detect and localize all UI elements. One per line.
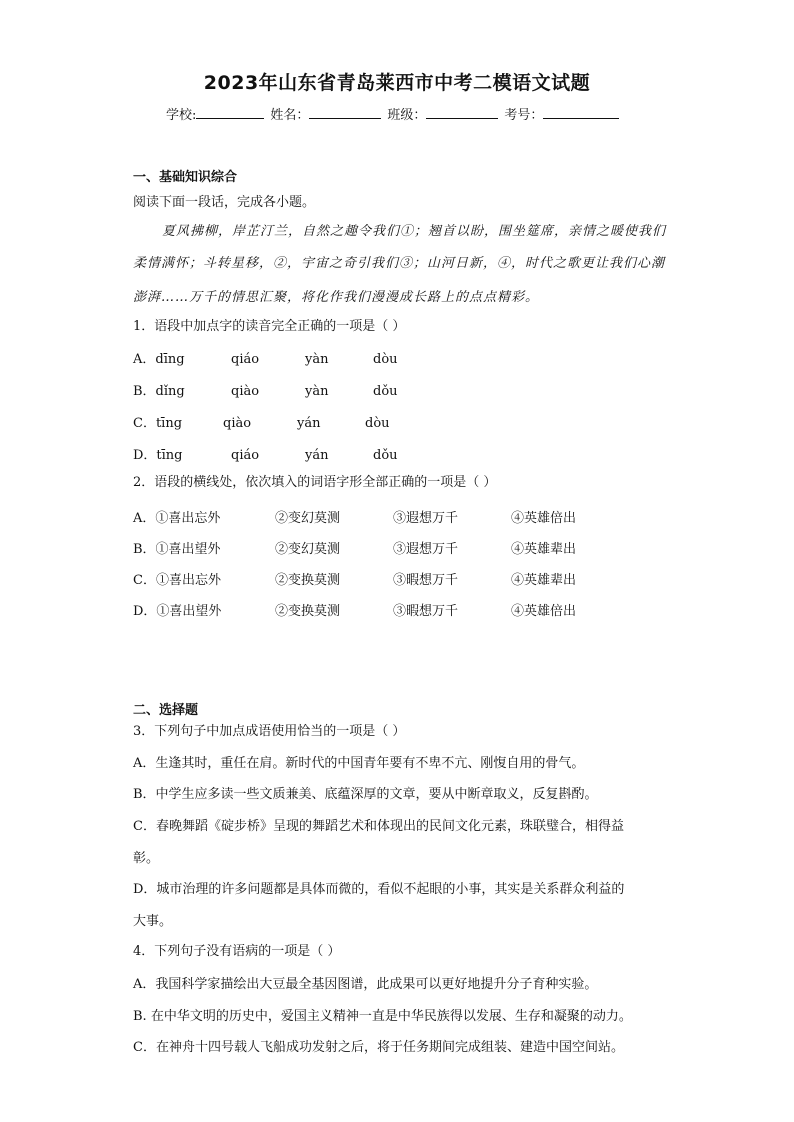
q3-option-c-line2: 彰。 [133, 851, 160, 866]
name-blank[interactable] [309, 105, 381, 119]
q1-option-d[interactable]: D．tīng qiáo yán dǒu [133, 448, 398, 463]
q3-option-c-line1[interactable]: C．春晚舞蹈《碇步桥》呈现的舞蹈艺术和体现出的民间文化元素，珠联璧合，相得益 [133, 819, 624, 834]
passage-line-2: 柔情满怀；斗转星移，②，宇宙之奇引我们③；山河日新，④，时代之歌更让我们心潮 [133, 256, 666, 271]
q4-option-c[interactable]: C．在神舟十四号载人飞船成功发射之后，将于任务期间完成组装、建造中国空间站。 [133, 1040, 624, 1055]
q2-option-d[interactable]: D．①喜出望外 ②变换莫测 ③暇想万千 ④英雄倍出 [133, 604, 577, 619]
q1-option-c[interactable]: C．tīng qiào yán dòu [133, 416, 390, 431]
q2-option-b[interactable]: B．①喜出望外 ②变幻莫测 ③遐想万千 ④英雄辈出 [133, 542, 577, 557]
section1-heading: 一、基础知识综合 [133, 170, 238, 185]
q2-stem: 2．语段的横线处，依次填入的词语字形全部正确的一项是（ ） [133, 475, 497, 490]
school-blank[interactable] [196, 105, 264, 119]
q4-option-b[interactable]: B. 在中华文明的历史中，爱国主义精神一直是中华民族得以发展、生存和凝聚的动力。 [133, 1009, 632, 1024]
q3-stem: 3．下列句子中加点成语使用恰当的一项是（ ） [133, 724, 406, 739]
q2-option-c[interactable]: C．①喜出忘外 ②变换莫测 ③暇想万千 ④英雄辈出 [133, 573, 577, 588]
q3-option-a[interactable]: A．生逢其时，重任在肩。新时代的中国青年要有不卑不亢、刚愎自用的骨气。 [133, 756, 585, 771]
q1-stem: 1．语段中加点字的读音完全正确的一项是（ ） [133, 319, 406, 334]
number-label: 考号： [504, 108, 544, 123]
student-info-row [166, 104, 625, 123]
passage-line-1: 夏风拂柳，岸芷汀兰，自然之趣令我们①；翘首以盼，围坐筵席，亲情之暖使我们 [162, 224, 667, 239]
section1-intro: 阅读下面一段话，完成各小题。 [133, 195, 316, 210]
q3-option-b[interactable]: B．中学生应多读一些文质兼美、底蕴深厚的文章，要从中断章取义，反复斟酌。 [133, 787, 598, 802]
name-label: 姓名： [270, 108, 310, 123]
number-blank[interactable] [543, 105, 619, 119]
passage-line-3: 澎湃……万千的情思汇聚，将化作我们漫漫成长路上的点点精彩。 [133, 290, 540, 305]
class-label: 班级： [387, 108, 427, 123]
section2-heading: 二、选择题 [133, 703, 199, 718]
q3-option-d-line2: 大事。 [133, 914, 173, 929]
q1-option-a[interactable]: A．dīng qiáo yàn dòu [133, 352, 398, 367]
q1-option-b[interactable]: B．dǐng qiào yàn dǒu [133, 384, 398, 399]
exam-title: 2023年山东省青岛莱西市中考二模语文试题 [203, 72, 591, 94]
q4-stem: 4．下列句子没有语病的一项是（ ） [133, 944, 341, 959]
q2-option-a[interactable]: A．①喜出忘外 ②变幻莫测 ③遐想万千 ④英雄倍出 [133, 511, 577, 526]
class-blank[interactable] [426, 105, 498, 119]
school-label: 学校: [166, 108, 197, 123]
q4-option-a[interactable]: A．我国科学家描绘出大豆最全基因图谱，此成果可以更好地提升分子育种实验。 [133, 977, 598, 992]
q3-option-d-line1[interactable]: D．城市治理的许多问题都是具体而微的，看似不起眼的小事，其实是关系群众利益的 [133, 882, 625, 897]
